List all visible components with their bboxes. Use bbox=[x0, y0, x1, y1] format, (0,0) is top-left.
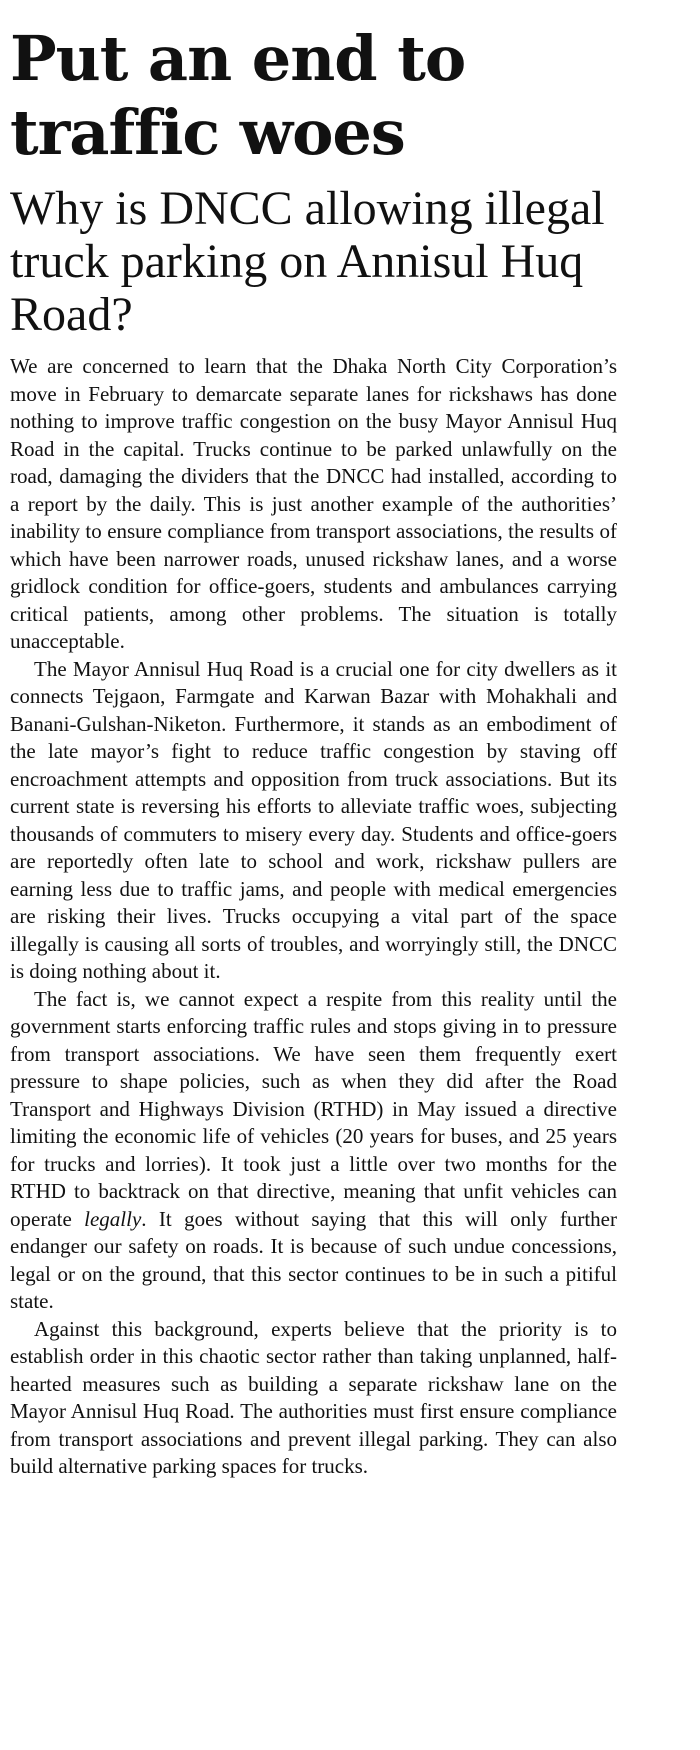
headline: Put an end to traffic woes bbox=[10, 22, 466, 169]
subheadline: Why is DNCC allowing illegal truck parking on Annisul Huq Road? bbox=[10, 182, 605, 341]
paragraph-2: The Mayor Annisul Huq Road is a crucial one for city dwellers as it connects Tejgaon, Farmgate and Karwan Bazar with Mohakhali and Banani-Gulshan-Niketon. Furthermore, it stands as an embodiment of the late mayor’s fight to reduce traffic congestion by staving off encroachment attempts and opposition from truck associations. But its current state is reversing his efforts to alleviate traffic woes, subjecting thousands of commuters to misery every day. Students and office-goers are reportedly often late to school and work, rickshaw pullers are earning less due to traffic jams, and people with medical emergencies are risking their lives. Trucks occupying a vital part of the space illegally is causing all sorts of troubles, and worryingly still, the DNCC is doing nothing about it. bbox=[10, 656, 617, 983]
paragraph-1: We are concerned to learn that the Dhaka North City Corporation’s move in February to demarcate separate lanes for rickshaws has done nothing to improve traffic congestion on the busy Mayor Annisul Huq Road in the capital. Trucks continue to be parked unlawfully on the road, damaging the dividers that the DNCC had installed, according to a report by the daily. This is just another example of the authorities’ inability to ensure compliance from transport associations, the results of which have been narrower roads, unused rickshaw lanes, and a worse gridlock condition for office-goers, students and ambulances carrying critical patients, among other problems. The situation is totally unacceptable. bbox=[10, 354, 617, 653]
paragraph-4: Against this background, experts believe that the priority is to establish order in this chaotic sector rather than taking unplanned, half-hearted measures such as building a separate rickshaw lane on the Mayor Annisul Huq Road. The authorities must first ensure compliance from transport associations and prevent illegal parking. They can also build alternative parking spaces for trucks. bbox=[10, 1316, 617, 1478]
article-body bbox=[10, 353, 617, 1481]
editorial-article bbox=[10, 22, 617, 1481]
paragraph-3 bbox=[10, 986, 617, 1316]
paragraph-3-text-after: . It goes without saying that this will only further endanger our safety on roads. It is because of such undue concessions, legal or on the ground, that this sector continues to be in such a pitiful state. bbox=[10, 1206, 617, 1313]
paragraph-3-emphasis: legally bbox=[84, 1206, 142, 1231]
paragraph-3-text-before: The fact is, we cannot expect a respite from this reality until the government starts enforcing traffic rules and stops giving in to pressure from transport associations. We have seen them frequently exert pressure to shape policies, such as when they did after the Road Transport and Highways Division (RTHD) in May issued a directive limiting the economic life of vehicles (20 years for buses, and 25 years for trucks and lorries). It took just a little over two months for the RTHD to backtrack on that directive, meaning that unfit vehicles can operate bbox=[10, 986, 617, 1231]
